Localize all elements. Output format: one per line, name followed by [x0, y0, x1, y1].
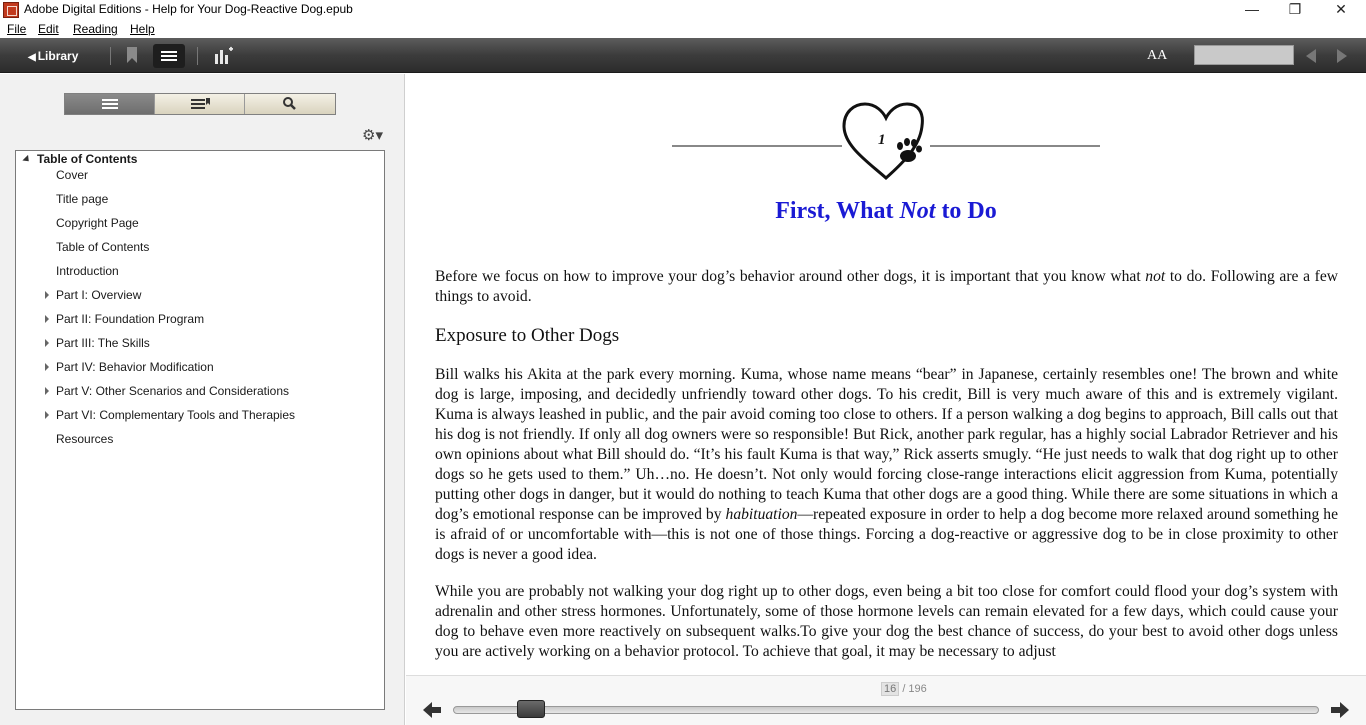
- tab-table-of-contents[interactable]: [65, 94, 155, 114]
- para1-italic: habituation: [725, 506, 798, 523]
- reader-pane: [406, 74, 1366, 675]
- intro-text-end: to do. Following are a few things to avoid.: [435, 268, 1338, 305]
- page-number-input[interactable]: [1194, 45, 1294, 65]
- panel-tabs: [64, 93, 336, 115]
- table-of-contents-tree: [15, 150, 385, 710]
- next-page-icon[interactable]: [1337, 49, 1347, 63]
- chapter-number: 1: [878, 132, 886, 148]
- pagination-bar: [406, 675, 1366, 725]
- toc-item-label: Part I: Overview: [56, 288, 142, 302]
- para1-text-end: —repeated exposure in order to help a dog become more relaxed around something he is afraid of or uncomfortable with—this is not one of those things. Forcing a dog-reactive or aggressive dog to be in close proximity to other dogs is never a good idea.: [435, 506, 1338, 563]
- toc-item[interactable]: [16, 333, 150, 353]
- toc-item[interactable]: [16, 261, 119, 281]
- toc-item-label: Table of Contents: [56, 240, 150, 254]
- expand-icon[interactable]: [45, 291, 49, 299]
- menu-edit[interactable]: Edit: [38, 22, 59, 36]
- toc-toggle-button[interactable]: [153, 44, 185, 68]
- library-button[interactable]: [28, 46, 78, 66]
- expand-icon[interactable]: [45, 339, 49, 347]
- toc-item-label: Introduction: [56, 264, 119, 278]
- toc-root-label: Table of Contents: [37, 152, 138, 166]
- previous-page-icon[interactable]: [1306, 49, 1316, 63]
- expand-icon[interactable]: [45, 411, 49, 419]
- toc-item[interactable]: [16, 381, 289, 401]
- bookmarks-icon: [155, 94, 245, 114]
- search-icon: [245, 94, 335, 114]
- close-button[interactable]: ✕: [1335, 1, 1347, 17]
- expand-icon[interactable]: [45, 387, 49, 395]
- toc-item[interactable]: [16, 189, 108, 209]
- body-paragraph-2: While you are probably not walking your dog right up to other dogs, even being a bit too close for comfort could flood your dog’s system with adrenalin and other stress hormones. Unfortunately, some of those hormone levels can remain elevated for a few days, which could cause your dog to behave even more reactively on subsequent walks.To give your dog the best chance of success, do your best to avoid other dogs unless you are actively working on a behavior protocol. To achieve that goal, it may be necessary to adjust: [435, 583, 1338, 660]
- list-icon-line: [161, 55, 177, 57]
- section-heading: Exposure to Other Dogs: [435, 325, 620, 346]
- expand-icon[interactable]: [45, 363, 49, 371]
- toc-item-label: Copyright Page: [56, 216, 139, 230]
- intro-text: Before we focus on how to improve your dog’s behavior around other dogs, it is important that you know what: [435, 268, 1146, 285]
- maximize-button[interactable]: ❐: [1288, 1, 1302, 17]
- toc-item[interactable]: [16, 309, 204, 329]
- toc-item-label: Title page: [56, 192, 109, 206]
- intro-paragraph: [435, 267, 1338, 307]
- toc-item[interactable]: [16, 213, 139, 233]
- tab-bookmarks[interactable]: [155, 94, 245, 114]
- toolbar-divider: [110, 47, 111, 65]
- navigation-panel: [0, 74, 405, 725]
- next-page-arrow-icon[interactable]: [1331, 702, 1349, 718]
- progress-slider[interactable]: [453, 706, 1319, 714]
- body-paragraph-1: [435, 365, 1338, 565]
- library-label: Library: [37, 49, 79, 63]
- title-bar: [0, 0, 1366, 20]
- toc-item-label: Part VI: Complementary Tools and Therapies: [56, 408, 296, 422]
- menu-file[interactable]: File: [7, 22, 27, 36]
- menu-help[interactable]: Help: [130, 22, 155, 36]
- chapter-title-text: First, What: [775, 198, 900, 224]
- chapter-title: [406, 198, 1366, 225]
- toc-item-label: Part III: The Skills: [56, 336, 150, 350]
- toc-item-label: Resources: [56, 432, 114, 446]
- list-icon-line: [161, 59, 177, 61]
- toc-item-label: Part IV: Behavior Modification: [56, 360, 214, 374]
- toc-item[interactable]: [16, 285, 141, 305]
- chapter-heart-paw-ornament: [672, 98, 1100, 182]
- minimize-button[interactable]: —: [1245, 1, 1259, 17]
- menu-bar: [0, 20, 1366, 38]
- back-arrow-icon: ◀: [28, 52, 36, 63]
- table-of-contents-icon: [65, 94, 155, 114]
- toc-item[interactable]: [16, 429, 113, 449]
- toc-item[interactable]: [16, 165, 88, 185]
- font-size-button[interactable]: AA: [1147, 48, 1168, 63]
- toc-item-label: Part II: Foundation Program: [56, 312, 205, 326]
- app-icon: [3, 2, 19, 18]
- window-title: Adobe Digital Editions - Help for Your Dog-Reactive Dog.epub: [24, 2, 353, 16]
- intro-italic: not: [1145, 268, 1166, 285]
- previous-page-arrow-icon[interactable]: [423, 702, 441, 718]
- toc-item[interactable]: [16, 237, 149, 257]
- toc-item[interactable]: [16, 357, 214, 377]
- toc-item-label: Cover: [56, 168, 89, 182]
- list-icon: [161, 51, 177, 53]
- page-counter: [881, 682, 927, 696]
- chapter-title-italic: Not: [899, 198, 936, 224]
- expand-icon[interactable]: [45, 315, 49, 323]
- para1-text: Bill walks his Akita at the park every morning. Kuma, whose name means “bear” in Japanese, certainly resembles one! The brown and white dog is large, imposing, and decidedly unfriendly toward other dogs. To his credit, Bill is very much aware of this and is extremely vigilant. Kuma is always leashed in public, and the pair avoid coming too close to others. If a person walking a dog begins to approach, Bill calls out that his dog is not friendly. If only all dog owners were so responsible! But Rick, another park regular, has a highly social Labrador Retriever and his own opinions about what Bill should do. “It’s his fault Kuma is that way,” Rick asserts smugly. “He just needs to walk that dog right up to other dogs so he gets used to them.” Uh…no. He doesn’t. Not only would forcing close-range interactions elicit aggression from Kuma, potentially putting other dogs in danger, but it would do nothing to teach Kuma that other dogs are a good thing. While there are some situations in which a dog’s emotional response can be improved by: [435, 366, 1338, 523]
- settings-gear-icon[interactable]: ⚙▾: [362, 127, 383, 144]
- toc-item-label: Part V: Other Scenarios and Considerations: [56, 384, 290, 398]
- current-page[interactable]: 16: [881, 682, 899, 696]
- collapse-icon[interactable]: [22, 155, 31, 164]
- toc-item[interactable]: [16, 405, 295, 425]
- tab-search[interactable]: [245, 94, 335, 114]
- toolbar-divider: [197, 47, 198, 65]
- total-pages: / 196: [902, 683, 927, 695]
- toolbar: [0, 38, 1366, 73]
- progress-slider-thumb[interactable]: [517, 700, 545, 718]
- menu-reading[interactable]: Reading: [73, 22, 118, 36]
- bookmark-icon[interactable]: [126, 47, 138, 63]
- add-chart-icon[interactable]: [214, 46, 234, 64]
- chapter-title-text-end: to Do: [935, 198, 997, 224]
